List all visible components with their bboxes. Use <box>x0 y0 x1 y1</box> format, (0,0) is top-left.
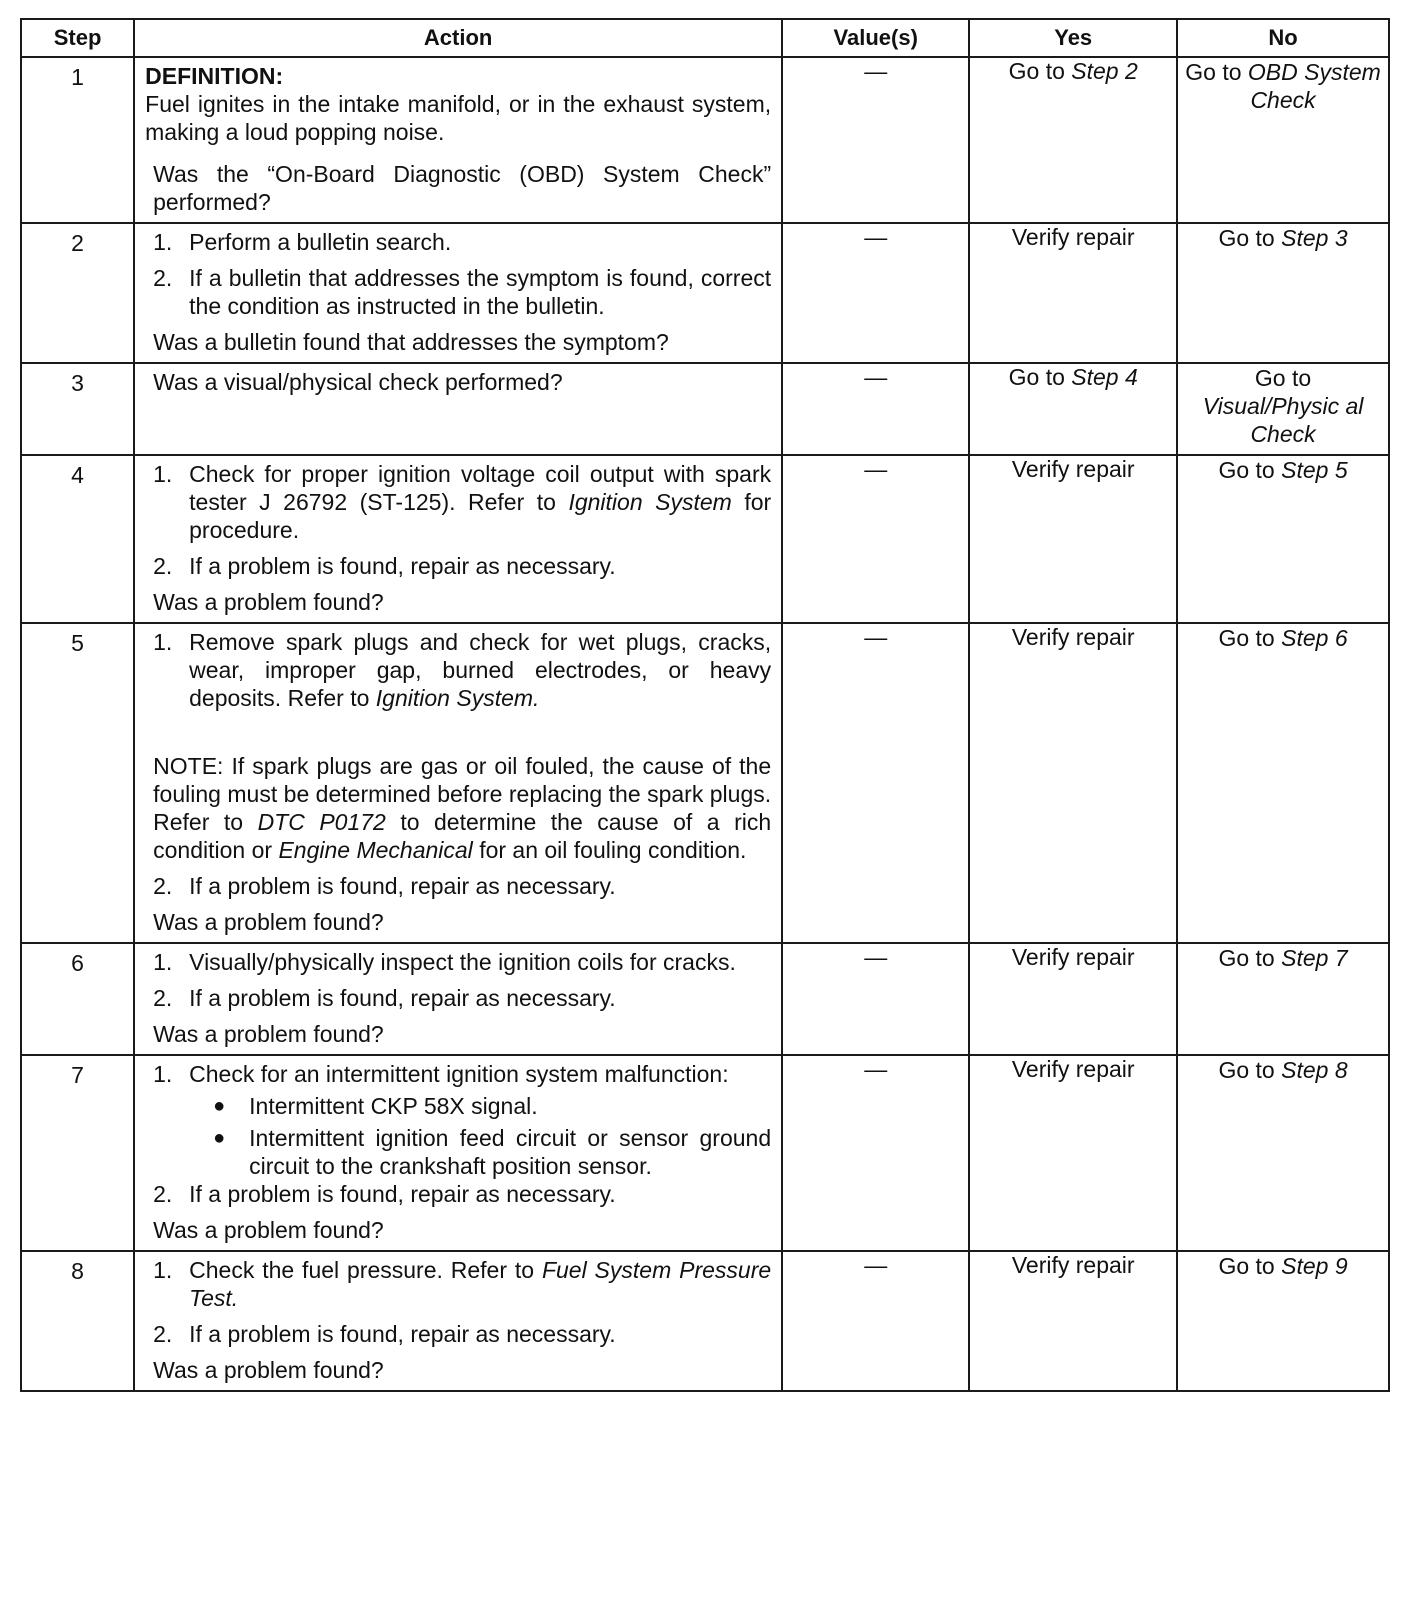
spacer <box>153 712 771 752</box>
step-row-6 <box>21 943 1389 1055</box>
ignition-system-link[interactable]: Ignition System. <box>375 685 540 711</box>
header-step: Step <box>21 19 134 57</box>
item-text: If a problem is found, repair as necessary. <box>189 873 616 899</box>
yes-link[interactable]: Step 2 <box>1071 58 1138 84</box>
header-yes: Yes <box>969 19 1177 57</box>
step-question: Was a problem found? <box>153 1021 384 1047</box>
step-number: 6 <box>21 943 134 1055</box>
numbered-item <box>153 1060 771 1088</box>
action-cell <box>134 455 782 623</box>
step-question: Was a problem found? <box>153 1217 384 1243</box>
ignition-system-link[interactable]: Ignition System <box>568 489 732 515</box>
no-link[interactable]: Step 3 <box>1281 225 1348 251</box>
yes-cell: Verify repair <box>969 1251 1177 1391</box>
no-cell <box>1177 623 1389 943</box>
step-number: 1 <box>21 57 134 223</box>
step-row-1 <box>21 57 1389 223</box>
no-cell <box>1177 455 1389 623</box>
step-row-7 <box>21 1055 1389 1251</box>
bullet-item <box>189 1124 771 1180</box>
item-number: 2. <box>153 1181 173 1207</box>
yes-cell: Verify repair <box>969 623 1177 943</box>
item-number: 1. <box>153 1061 173 1087</box>
value-cell: — <box>782 223 969 363</box>
action-cell <box>134 1251 782 1391</box>
no-cell <box>1177 1251 1389 1391</box>
step-row-5 <box>21 623 1389 943</box>
item-text-part: Check for proper ignition voltage coil output with spark tester J 26792 (ST-125). Refer to <box>189 461 772 515</box>
no-cell <box>1177 363 1389 455</box>
no-prefix: Go to <box>1218 945 1275 971</box>
item-text: If a problem is found, repair as necessary. <box>189 985 616 1011</box>
dtc-p0172-link[interactable]: DTC P0172 <box>257 809 386 835</box>
action-cell <box>134 57 782 223</box>
yes-cell: Verify repair <box>969 1055 1177 1251</box>
yes-cell: Verify repair <box>969 943 1177 1055</box>
no-prefix: Go to <box>1185 59 1242 85</box>
step-number: 8 <box>21 1251 134 1391</box>
no-link[interactable]: Visual/Physic al Check <box>1202 393 1364 447</box>
item-number: 1. <box>153 461 173 487</box>
item-text <box>189 628 771 712</box>
step-number: 3 <box>21 363 134 455</box>
yes-cell <box>969 363 1177 455</box>
item-number: 2. <box>153 553 173 579</box>
header-action: Action <box>134 19 782 57</box>
no-link[interactable]: Step 5 <box>1281 457 1348 483</box>
numbered-item <box>153 460 771 544</box>
no-prefix: Go to <box>1218 225 1275 251</box>
definition-title: DEFINITION: <box>145 63 284 89</box>
value-cell: — <box>782 1055 969 1251</box>
item-text <box>189 460 771 544</box>
value-cell: — <box>782 455 969 623</box>
item-number: 1. <box>153 629 173 655</box>
yes-cell <box>969 57 1177 223</box>
no-prefix: Go to <box>1218 625 1275 651</box>
action-cell <box>134 623 782 943</box>
item-text-part: Remove spark plugs and check for wet plugs, cracks, wear, improper gap, burned electrodes, or heavy deposits. Refer to <box>189 629 772 711</box>
step-row-3 <box>21 363 1389 455</box>
value-cell: — <box>782 623 969 943</box>
diagnostic-table <box>20 18 1390 1392</box>
header-no: No <box>1177 19 1389 57</box>
numbered-item <box>153 552 771 580</box>
no-link[interactable]: Step 9 <box>1281 1253 1348 1279</box>
step-number: 5 <box>21 623 134 943</box>
numbered-item <box>153 1320 771 1348</box>
item-text: Perform a bulletin search. <box>189 229 452 255</box>
no-prefix: Go to <box>1218 457 1275 483</box>
engine-mechanical-link[interactable]: Engine Mechanical <box>278 837 473 863</box>
step-row-2 <box>21 223 1389 363</box>
yes-cell: Verify repair <box>969 455 1177 623</box>
item-number: 1. <box>153 229 173 255</box>
step-question: Was the “On-Board Diagnostic (OBD) System Check” performed? <box>153 161 772 215</box>
numbered-item <box>153 228 771 256</box>
value-cell: — <box>782 943 969 1055</box>
item-text: If a bulletin that addresses the symptom is found, correct the condition as instructed in the bulletin. <box>189 265 772 319</box>
step-question: Was a bulletin found that addresses the symptom? <box>153 329 669 355</box>
item-text <box>189 1256 771 1312</box>
bullet-item <box>189 1092 771 1120</box>
item-text: Check for an intermittent ignition system malfunction: <box>189 1061 729 1087</box>
yes-link[interactable]: Step 4 <box>1071 364 1138 390</box>
step-row-8 <box>21 1251 1389 1391</box>
numbered-item <box>153 264 771 320</box>
definition-text: Fuel ignites in the intake manifold, or in the exhaust system, making a loud popping noise. <box>145 91 772 145</box>
no-link[interactable]: Step 7 <box>1281 945 1348 971</box>
value-cell: — <box>782 363 969 455</box>
step-question: Was a visual/physical check performed? <box>153 369 563 395</box>
no-link[interactable]: OBD System Check <box>1247 59 1381 113</box>
value-cell: — <box>782 57 969 223</box>
action-cell <box>134 223 782 363</box>
yes-cell: Verify repair <box>969 223 1177 363</box>
bullet-text: Intermittent CKP 58X signal. <box>249 1093 538 1119</box>
no-prefix: Go to <box>1254 365 1312 391</box>
value-cell: — <box>782 1251 969 1391</box>
note-part: NOTE: If spark plugs are gas or oil fouled, the cause of the fouling must be determined before replacing the spark plugs. Refer to <box>153 753 772 835</box>
item-text-part: Check the fuel pressure. Refer to <box>189 1257 535 1283</box>
item-number: 2. <box>153 265 173 291</box>
item-text: If a problem is found, repair as necessary. <box>189 1321 616 1347</box>
no-link[interactable]: Step 8 <box>1281 1057 1348 1083</box>
yes-prefix: Go to <box>1008 364 1065 390</box>
numbered-item <box>153 1256 771 1312</box>
item-number: 1. <box>153 1257 173 1283</box>
no-cell <box>1177 57 1389 223</box>
numbered-item <box>153 628 771 712</box>
numbered-item <box>153 984 771 1012</box>
item-text: If a problem is found, repair as necessary. <box>189 1181 616 1207</box>
step-number: 4 <box>21 455 134 623</box>
no-link[interactable]: Step 6 <box>1281 625 1348 651</box>
numbered-item <box>153 872 771 900</box>
step-question: Was a problem found? <box>153 1357 384 1383</box>
no-cell <box>1177 943 1389 1055</box>
step-question: Was a problem found? <box>153 589 384 615</box>
no-cell <box>1177 1055 1389 1251</box>
no-prefix: Go to <box>1218 1253 1275 1279</box>
item-text-part: for procedure. <box>189 489 772 543</box>
note-text <box>153 752 771 864</box>
numbered-item <box>153 948 771 976</box>
bullet-icon: ● <box>213 1095 226 1117</box>
step-question: Was a problem found? <box>153 909 384 935</box>
step-row-4 <box>21 455 1389 623</box>
yes-prefix: Go to <box>1008 58 1065 84</box>
action-cell <box>134 1055 782 1251</box>
fuel-pressure-test-link[interactable]: Fuel System Pressure Test. <box>189 1257 772 1311</box>
no-prefix: Go to <box>1218 1057 1275 1083</box>
action-cell <box>134 363 782 455</box>
item-text: Visually/physically inspect the ignition coils for cracks. <box>189 949 736 975</box>
item-number: 2. <box>153 985 173 1011</box>
item-number: 2. <box>153 1321 173 1347</box>
item-number: 2. <box>153 873 173 899</box>
header-row <box>21 19 1389 57</box>
bullet-icon: ● <box>213 1127 226 1149</box>
item-number: 1. <box>153 949 173 975</box>
header-values: Value(s) <box>782 19 969 57</box>
numbered-item <box>153 1180 771 1208</box>
note-part: to determine the cause of a rich condition or <box>153 809 772 863</box>
bullet-text: Intermittent ignition feed circuit or sensor ground circuit to the crankshaft position sensor. <box>249 1125 772 1179</box>
step-number: 2 <box>21 223 134 363</box>
action-cell <box>134 943 782 1055</box>
step-number: 7 <box>21 1055 134 1251</box>
item-text: If a problem is found, repair as necessary. <box>189 553 616 579</box>
no-cell <box>1177 223 1389 363</box>
note-part: for an oil fouling condition. <box>479 837 747 863</box>
